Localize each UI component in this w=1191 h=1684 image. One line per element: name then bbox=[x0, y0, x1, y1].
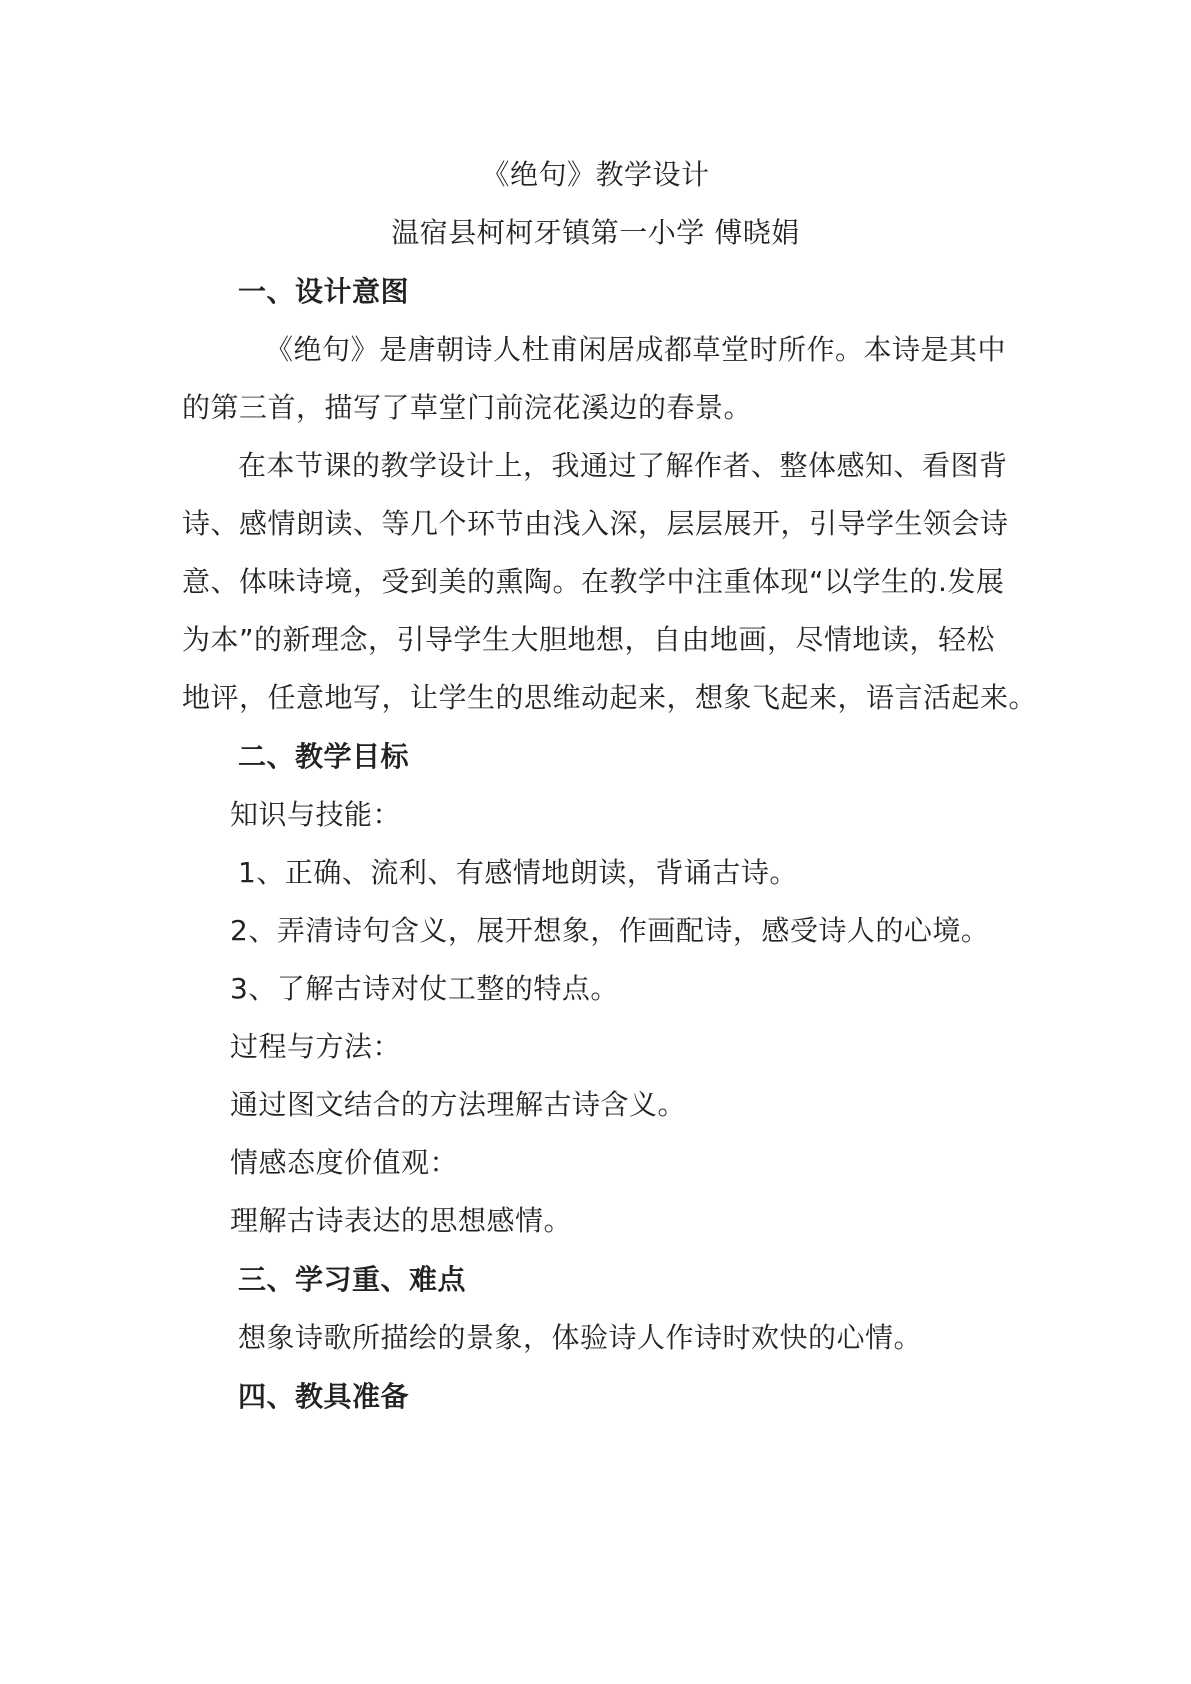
key-points-text: 想象诗歌所描绘的景象，体验诗人作诗时欢快的心情。 bbox=[238, 1321, 923, 1354]
emotion-text: 理解古诗表达的思想感情。 bbox=[230, 1204, 573, 1237]
paragraph-line: 《绝句》是唐朝诗人杜甫闲居成都草堂时所作。本诗是其中 bbox=[265, 333, 1007, 366]
section-heading-teaching-goals: 二、教学目标 bbox=[238, 740, 410, 773]
document-title: 《绝句》教学设计 bbox=[481, 158, 710, 191]
emotion-label: 情感态度价值观： bbox=[230, 1146, 459, 1179]
paragraph-line: 为本”的新理念，引导学生大胆地想，自由地画，尽情地读，轻松 bbox=[182, 623, 996, 656]
goal-item: 1、正确、流利、有感情地朗读，背诵古诗。 bbox=[238, 856, 798, 889]
paragraph-line: 的第三首，描写了草堂门前浣花溪边的春景。 bbox=[182, 391, 753, 424]
knowledge-label: 知识与技能： bbox=[230, 798, 402, 831]
goal-item: 3、了解古诗对仗工整的特点。 bbox=[230, 972, 619, 1005]
goal-item: 2、弄清诗句含义，展开想象，作画配诗，感受诗人的心境。 bbox=[230, 914, 990, 947]
paragraph-line: 地评，任意地写，让学生的思维动起来，想象飞起来，语言活起来。 bbox=[182, 681, 1038, 714]
paragraph-line: 在本节课的教学设计上，我通过了解作者、整体感知、看图背 bbox=[238, 449, 1008, 482]
paragraph-line: 意、体味诗境，受到美的熏陶。在教学中注重体现“以学生的.发展 bbox=[182, 565, 1005, 598]
section-heading-materials: 四、教具准备 bbox=[238, 1380, 410, 1413]
section-heading-design-intent: 一、设计意图 bbox=[238, 275, 410, 308]
process-label: 过程与方法： bbox=[230, 1030, 402, 1063]
author-line: 温宿县柯柯牙镇第一小学 傅晓娟 bbox=[391, 216, 800, 249]
paragraph-line: 诗、感情朗读、等几个环节由浅入深，层层展开，引导学生领会诗 bbox=[182, 507, 1009, 540]
section-heading-key-points: 三、学习重、难点 bbox=[238, 1263, 467, 1296]
process-text: 通过图文结合的方法理解古诗含义。 bbox=[230, 1088, 687, 1121]
